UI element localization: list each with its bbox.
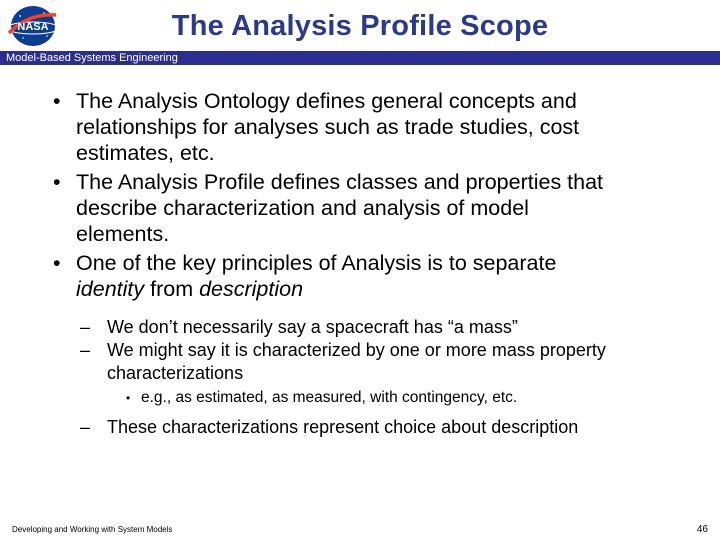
nasa-logo-text: NASA xyxy=(17,21,49,33)
sub-sub-bullet-item xyxy=(0,388,720,408)
slide-content xyxy=(0,88,720,439)
bullet-line: describe characterization and analysis of model xyxy=(76,196,529,220)
bullet-dot-icon: • xyxy=(53,89,61,113)
bullet-line: estimates, etc. xyxy=(76,141,215,165)
page-number: 46 xyxy=(696,524,708,535)
sub-bullet-line: These characterizations represent choice about description xyxy=(107,417,579,437)
bullet-dot-icon: • xyxy=(126,391,131,405)
sub-bullet-line: characterizations xyxy=(107,363,244,383)
dash-icon: – xyxy=(80,340,91,360)
header-band xyxy=(0,51,720,65)
emphasis-identity: identity xyxy=(76,277,145,301)
emphasis-description: description xyxy=(199,277,304,301)
bullet-text: from xyxy=(144,277,200,301)
sub-bullet-line: We might say it is characterized by one or more mass property xyxy=(107,340,606,360)
bullet-line: One of the key principles of Analysis is to separate xyxy=(76,251,557,275)
bullet-line xyxy=(76,276,720,302)
dash-icon: – xyxy=(80,417,91,437)
sub-bullet-item xyxy=(0,416,720,439)
bullet-dot-icon: • xyxy=(53,251,61,275)
bullet-line: relationships for analyses such as trade studies, cost xyxy=(76,115,580,139)
bullet-line: The Analysis Profile defines classes and properties that xyxy=(76,170,604,194)
sub-sub-bullet-line: e.g., as estimated, as measured, with contingency, etc. xyxy=(141,389,518,406)
dash-icon: – xyxy=(80,317,91,337)
bullet-item xyxy=(0,88,720,166)
bullet-item xyxy=(0,169,720,247)
header-band-label: Model-Based Systems Engineering xyxy=(6,52,178,64)
footer-text: Developing and Working with System Models xyxy=(12,525,173,534)
slide-title: The Analysis Profile Scope xyxy=(171,10,549,42)
sub-bullet-item xyxy=(0,339,720,385)
sub-bullet-line: We don’t necessarily say a spacecraft has “a mass” xyxy=(107,317,518,337)
bullet-line: elements. xyxy=(76,222,170,246)
bullet-line: The Analysis Ontology defines general concepts and xyxy=(76,89,577,113)
bullet-item xyxy=(0,250,720,302)
bullet-dot-icon: • xyxy=(53,170,61,194)
sub-bullet-item xyxy=(0,316,720,339)
